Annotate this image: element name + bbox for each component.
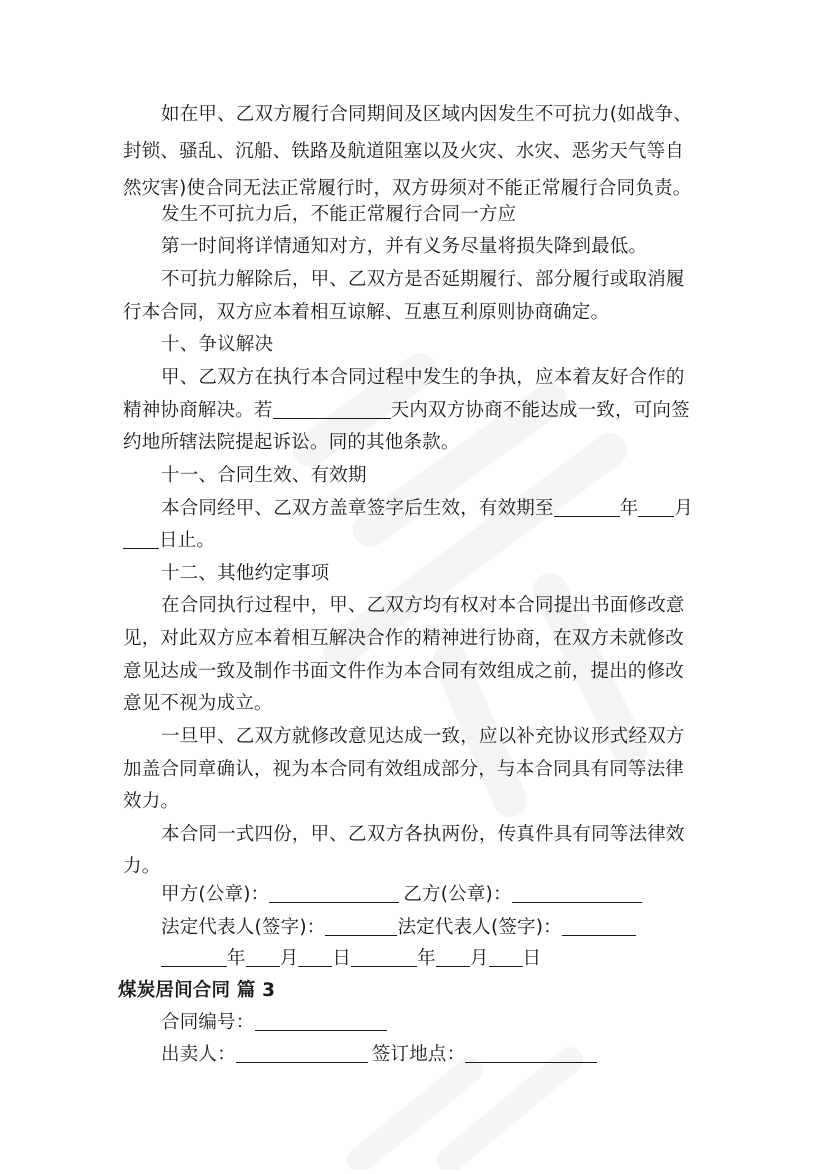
paragraph-line: 行本合同，双方应本着相互谅解、互惠互利原则协商确定。 (123, 302, 610, 323)
party-b-rep-blank[interactable] (562, 915, 636, 936)
signature-line (161, 880, 642, 910)
paragraph-line: 第一时间将详情通知对方，并有义务尽量将损失降到最低。 (161, 236, 648, 257)
section-heading: 十一、合同生效、有效期 (161, 465, 367, 486)
fill-blank-day[interactable] (123, 528, 159, 549)
article-heading: 煤炭居间合同 篇 3 (118, 980, 276, 1001)
text-segment: 日止。 (159, 530, 216, 551)
text-segment: 年 (417, 948, 436, 969)
paragraph-line: 约地所辖法院提起诉讼。同的其他条款。 (123, 432, 460, 453)
text-segment: 月 (279, 948, 299, 969)
text-segment: 年 (619, 498, 639, 519)
party-b-seal-label: 乙方(公章)： (403, 884, 512, 905)
party-a-rep-blank[interactable] (325, 915, 397, 936)
text-segment: 本合同经甲、乙双方盖章签字后生效，有效期至 (161, 498, 554, 519)
date-line (161, 944, 541, 974)
party-b-day-blank[interactable] (489, 946, 523, 967)
fill-blank-month[interactable] (638, 496, 674, 517)
paragraph-line: 不可抗力解除后，甲、乙双方是否延期履行、部分履行或取消履 (161, 269, 685, 290)
party-a-rep-label: 法定代表人(签字)： (161, 917, 326, 938)
party-a-seal-label: 甲方(公章)： (161, 884, 270, 905)
fill-blank-year[interactable] (554, 496, 620, 517)
party-a-month-blank[interactable] (246, 946, 280, 967)
paragraph-line: 如在甲、乙双方履行合同期间及区域内因发生不可抗力(如战争、 (161, 104, 693, 125)
paragraph-line: 然灾害)使合同无法正常履行时，双方毋须对不能正常履行合同负责。 (123, 178, 692, 199)
seller-label: 出卖人： (161, 1044, 236, 1065)
paragraph-line: 封锁、骚乱、沉船、铁路及航道阻塞以及火灾、水灾、恶劣天气等自 (123, 141, 685, 162)
party-b-seal-blank[interactable] (512, 882, 642, 903)
paragraph-line: 在合同执行过程中，甲、乙双方均有权对本合同提出书面修改意 (161, 595, 685, 616)
party-a-year-blank[interactable] (161, 946, 227, 967)
section-heading: 十二、其他约定事项 (161, 563, 330, 584)
paragraph-line: 意见不视为成立。 (123, 693, 273, 714)
contract-number-label: 合同编号： (161, 1012, 255, 1033)
party-a-day-blank[interactable] (298, 946, 332, 967)
paragraph-line: 甲、乙双方在执行本合同过程中发生的争执，应本着友好合作的 (161, 367, 685, 388)
paragraph-line: 意见达成一致及制作书面文件作为本合同有效组成之前，提出的修改 (123, 661, 685, 682)
signature-line (161, 913, 636, 943)
text-segment: 年 (227, 948, 246, 969)
text-segment: 日 (522, 948, 542, 969)
signing-place-blank[interactable] (465, 1042, 597, 1063)
seller-blank[interactable] (236, 1042, 368, 1063)
paragraph-line (161, 494, 693, 524)
form-line (161, 1008, 387, 1038)
paragraph-line: 本合同一式四份，甲、乙双方各执两份，传真件具有同等法律效 (161, 824, 685, 845)
paragraph-line: 见，对此双方应本着相互解决合作的精神进行协商，在双方未就修改 (123, 628, 685, 649)
paragraph-line (123, 526, 215, 556)
paragraph-line: 力。 (123, 856, 161, 877)
party-b-rep-label: 法定代表人(签字)： (397, 917, 562, 938)
section-heading: 十、争议解决 (161, 334, 274, 355)
text-segment: 精神协商解决。若 (123, 400, 273, 421)
party-a-seal-blank[interactable] (269, 882, 399, 903)
paragraph-line (123, 396, 690, 426)
paragraph-line: 效力。 (123, 791, 180, 812)
signing-place-label: 签订地点： (371, 1044, 466, 1065)
form-line (161, 1040, 597, 1070)
text-segment: 天内双方协商不能达成一致，可向签 (390, 400, 690, 421)
fill-blank[interactable] (273, 398, 391, 419)
party-b-year-blank[interactable] (351, 946, 417, 967)
paragraph-line: 一旦甲、乙双方就修改意见达成一致，应以补充协议形式经双方 (161, 726, 685, 747)
party-b-month-blank[interactable] (436, 946, 470, 967)
text-segment: 日 (332, 948, 352, 969)
text-segment: 月 (469, 948, 489, 969)
contract-number-blank[interactable] (255, 1010, 387, 1031)
paragraph-line: 发生不可抗力后，不能正常履行合同一方应 (161, 204, 517, 225)
text-segment: 月 (674, 498, 694, 519)
paragraph-line: 加盖合同章确认，视为本合同有效组成部分，与本合同具有同等法律 (123, 759, 685, 780)
